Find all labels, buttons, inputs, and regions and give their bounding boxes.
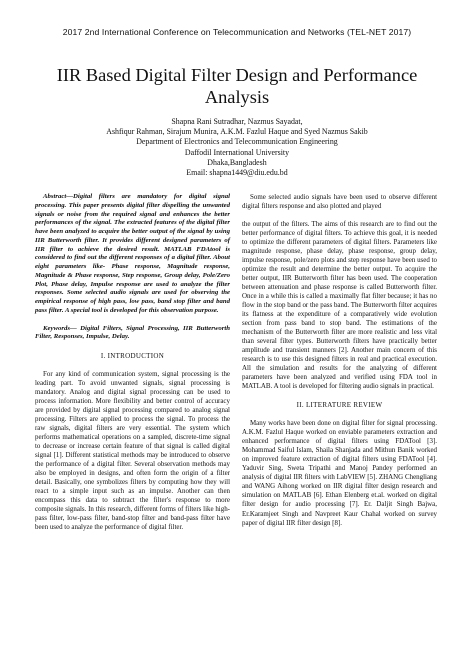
right-paragraph-1: Some selected audio signals have been used to observe different digital filters response and also plotted and played: [242, 193, 437, 211]
email: Email: shapna1449@diu.edu.bd: [186, 168, 288, 178]
abstract: Abstract—Digital filters are mandatory for digital signal processing. This paper presents digital filter dispelling the unwanted signals or noise from the required signal and enhances the better performances of the signal. The extracted features of the digital filter have been analyzed to acquire the better output of the signal by using IIR Butterworth filter. It provides different designed parameters of IIR filter to achieve the desired result. MATLAB FDAtool is considered to find out the different responses of a digital filter. About eight parameters like- Phase response, Magnitude response, Magnitude & Phase response, Step response, Group delay, Pole/Zero Plot, Phase delay, Impulse response are used to analyze the filter responses. Some selected audio signals are used for observing the empirical response of high pass, low pass, band stop filter and band pass filter. A special tool is developed for this observation purpose.: [35, 193, 230, 314]
author-line-1: Shapna Rani Sutradhar, Nazmus Sayadat,: [171, 117, 303, 126]
city: Dhaka,Bangladesh: [207, 157, 267, 167]
author-block: [40, 117, 434, 178]
university: Daffodil International University: [184, 147, 290, 157]
department: Department of Electronics and Telecommunication Engineering: [136, 137, 338, 147]
right-column: [242, 193, 437, 528]
section-heading-introduction: I. INTRODUCTION: [100, 352, 165, 360]
right-paragraph-2: the output of the filters. The aims of this research are to find out the better performance of digital filters. To achieve this goal, it is needed to optimize the different parameters of digital filters. Parameters like magnitude response, phase delay, phase response, group delay, impulse response, pole/zero plots and step response have been used to optimize the result and determine the better output. To acquire the better output, IIR Butterworth filter has been used. The cooperation between attenuation and phase response is called Butterworth filter. Once in a while this is called a maximally flat filter because; it has no flow in the stop band or the pass band. The Butterworth filter acquires its flatness at the expenditure of a comparatively wide evolution section from pass band to stop band. The estimations of the mechanism of the Butterworth filter are more realistic and less vital than several filter types. Butterworth filters have practically better amplitude and transient manners [2]. Another main concern of this research is to use this designed filters in real and practical execution. All the simulation and results for the analyzing of different parameters have been analyzed and verified using FDA tool in MATLAB. A tool is developed for filtering audio signals in practical.: [242, 220, 437, 391]
left-column: [35, 193, 230, 532]
figure-gap: [242, 211, 437, 220]
paper-title: IIR Based Digital Filter Design and Performance Analysis: [56, 65, 418, 107]
literature-text: Many works have been done on digital filter for signal processing. A.K.M. Fazlul Haque worked on enviable parameters extraction and enhanced performance of digital filters using FDATool [3]. Mohammad Saiful Islam, Shaila Shanjada and Mithun Banik worked on improved feature extraction of digital filters using FDATool [4]. Yaduvir Sing, Sweta Tripathi and Manoj Pandey performed an analysis of digital IIR filters with LabVIEW [5]. ZHANG Chengliang and WANG Aihong worked on IIR digital filter design research and simulation on MATLAB [6]. Ethan Elenberg et.al. worked on digital filter design for audio processing [7]. Er. Daljit Singh Bajwa, Er.Karamjeet Singh and Navpreet Kaur Chahal worked on survey paper of digital IIR filter design [8].: [242, 419, 437, 527]
author-line-2: Ashfiqur Rahman, Sirajum Munira, A.K.M. Fazlul Haque and Syed Nazmus Sakib: [106, 127, 368, 137]
keywords: Keywords— Digital Filters, Signal Processing, IIR Butterworth Filter, Responses, Impulse, Delay.: [35, 324, 230, 341]
section-heading-literature: II. LITERATURE REVIEW: [296, 401, 383, 410]
introduction-text: For any kind of communication system, signal processing is the leading part. To avoid unwanted signals, signal processing is mandatory. Analog and digital signal processing can be used to process information. More flexibility and better control of accuracy are provided by digital signal processing compared to analog signal processing. Filters are applied to process the signal. To process the raw signals, digital filters are very essential. The system which performs mathematical operations on a sampled, discrete-time signal to decrease or increase certain feature of that signal is called digital signal [1]. Different statistical methods may be introduced to observe the performance of a digital filter. Several observation methods may also be employed in designs, and often form the origin of a filter detail. Basically, one symbolizes filters by computing how they will react to a simple input such as an impulse. Another can then encompass this data to subtract the filter's response to more composite signals. In this research, different forms of filters like high-pass filter, low-pass filter, band-stop filter and band-pass filter have been used to analyze the performance of digital filter.: [35, 370, 230, 532]
conference-header: 2017 2nd International Conference on Telecommunication and Networks (TEL-NET 2017): [62, 27, 412, 37]
